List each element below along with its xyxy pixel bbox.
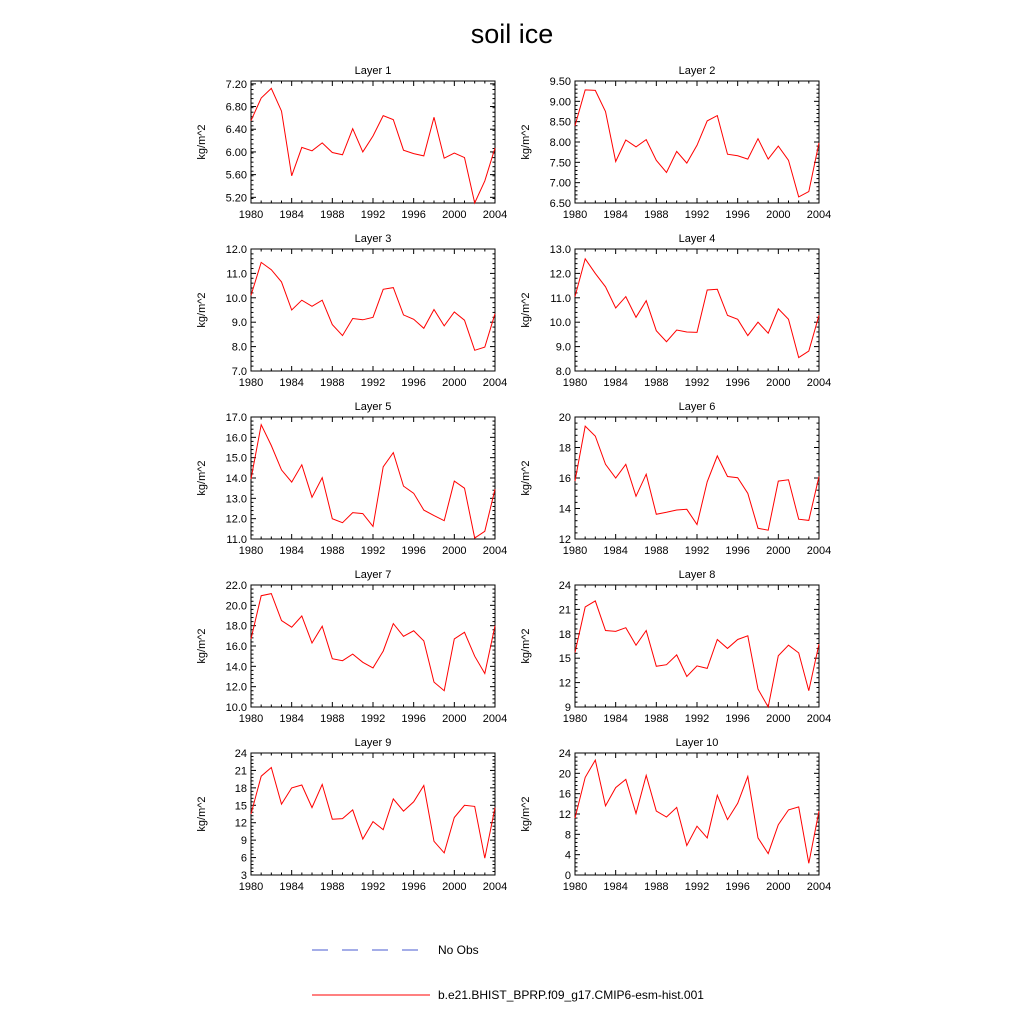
y-tick-label: 5.20 <box>225 192 247 205</box>
plot-frame <box>251 753 495 875</box>
y-tick-label: 14 <box>558 503 571 516</box>
x-tick-label: 2000 <box>766 377 791 389</box>
panel-grid <box>196 65 831 893</box>
y-tick-label: 20.0 <box>225 600 247 613</box>
x-tick-label: 2004 <box>482 209 508 221</box>
series-line <box>575 426 819 530</box>
panel-layer-4 <box>520 233 831 389</box>
panel-title: Layer 1 <box>354 65 392 77</box>
y-axis-label: kg/m^2 <box>196 292 208 328</box>
x-tick-label: 1980 <box>562 713 588 725</box>
y-tick-label: 0 <box>564 870 571 882</box>
x-tick-label: 1988 <box>644 881 669 893</box>
y-tick-label: 12 <box>234 817 247 830</box>
plot-frame <box>251 417 495 539</box>
y-tick-label: 18 <box>558 628 571 641</box>
x-tick-label: 1984 <box>603 713 628 725</box>
y-tick-label: 12 <box>558 534 571 546</box>
x-tick-label: 1980 <box>238 209 264 221</box>
x-tick-label: 1996 <box>725 377 750 389</box>
y-tick-label: 15.0 <box>225 452 247 465</box>
x-tick-label: 2004 <box>806 545 832 557</box>
figure-title: soil ice <box>470 19 554 49</box>
x-tick-label: 1984 <box>279 713 304 725</box>
y-tick-label: 9.00 <box>549 96 571 109</box>
panel-title: Layer 7 <box>354 569 392 581</box>
series-line <box>575 90 819 197</box>
y-tick-label: 24 <box>558 748 571 760</box>
legend <box>312 943 704 1002</box>
y-tick-label: 21 <box>234 765 247 778</box>
y-tick-label: 9 <box>240 835 247 848</box>
y-tick-label: 5.60 <box>225 169 247 182</box>
y-tick-label: 7.0 <box>231 366 247 378</box>
series-line <box>575 760 819 863</box>
plot-frame <box>251 585 495 707</box>
y-tick-label: 9.0 <box>231 317 247 330</box>
panel-title: Layer 2 <box>678 65 716 77</box>
plot-frame <box>251 81 495 203</box>
x-tick-label: 2004 <box>482 881 508 893</box>
y-tick-label: 18 <box>234 782 247 795</box>
x-tick-label: 1992 <box>360 881 386 893</box>
x-tick-label: 1988 <box>644 209 669 221</box>
x-tick-label: 1996 <box>725 713 750 725</box>
panel-layer-6 <box>520 401 831 557</box>
y-tick-label: 16.0 <box>225 641 247 653</box>
panel-title: Layer 5 <box>354 401 392 413</box>
legend-model-label: b.e21.BHIST_BPRP.f09_g17.CMIP6-esm-hist.001 <box>438 988 704 1002</box>
x-tick-label: 1996 <box>401 713 426 725</box>
y-tick-label: 12.0 <box>225 513 247 526</box>
y-axis-label: kg/m^2 <box>520 292 532 328</box>
plot-frame <box>575 417 819 539</box>
panel-layer-5 <box>196 401 507 557</box>
y-tick-label: 3 <box>240 870 247 882</box>
x-tick-label: 1980 <box>562 881 588 893</box>
x-tick-label: 1992 <box>684 881 710 893</box>
y-tick-label: 6.80 <box>225 101 247 114</box>
x-tick-label: 1992 <box>684 545 710 557</box>
y-tick-label: 8.0 <box>231 341 247 354</box>
y-tick-label: 7.00 <box>549 177 571 190</box>
x-tick-label: 2004 <box>806 377 832 389</box>
y-tick-label: 8.00 <box>549 137 571 149</box>
panel-layer-9 <box>196 737 507 893</box>
panel-layer-2 <box>520 65 831 221</box>
y-axis-label: kg/m^2 <box>520 796 532 832</box>
y-tick-label: 12 <box>558 809 571 821</box>
x-tick-label: 2000 <box>766 545 791 557</box>
x-tick-label: 1984 <box>603 881 628 893</box>
panel-layer-10 <box>520 737 831 893</box>
panel-layer-8 <box>520 569 831 725</box>
y-tick-label: 11.0 <box>550 292 571 305</box>
legend-no-obs-label: No Obs <box>438 943 479 957</box>
x-tick-label: 1980 <box>562 545 588 557</box>
y-tick-label: 16 <box>558 473 571 485</box>
x-tick-label: 2004 <box>806 209 832 221</box>
x-tick-label: 1984 <box>279 881 304 893</box>
x-tick-label: 1980 <box>238 377 264 389</box>
x-tick-label: 1992 <box>360 209 386 221</box>
y-tick-label: 11.0 <box>226 268 247 281</box>
x-tick-label: 1984 <box>279 209 304 221</box>
panel-title: Layer 8 <box>678 569 716 581</box>
x-tick-label: 1984 <box>603 377 628 389</box>
y-axis-label: kg/m^2 <box>520 460 532 496</box>
x-tick-label: 1996 <box>401 209 426 221</box>
x-tick-label: 1988 <box>320 545 345 557</box>
x-tick-label: 1996 <box>401 545 426 557</box>
x-tick-label: 1996 <box>401 881 426 893</box>
panel-title: Layer 4 <box>678 233 716 245</box>
x-tick-label: 2000 <box>442 881 467 893</box>
x-tick-label: 1984 <box>603 545 628 557</box>
x-tick-label: 1992 <box>684 377 710 389</box>
y-tick-label: 14.0 <box>225 473 247 485</box>
x-tick-label: 1980 <box>238 545 264 557</box>
x-tick-label: 1996 <box>725 881 750 893</box>
x-tick-label: 2000 <box>766 881 791 893</box>
x-tick-label: 1988 <box>320 881 345 893</box>
series-line <box>575 601 819 707</box>
y-tick-label: 12.0 <box>225 244 247 256</box>
x-tick-label: 2000 <box>442 377 467 389</box>
y-tick-label: 16.0 <box>225 432 247 445</box>
panel-title: Layer 3 <box>354 233 392 245</box>
y-tick-label: 12 <box>558 677 571 690</box>
series-line <box>251 594 495 691</box>
panel-title: Layer 9 <box>354 737 392 749</box>
y-tick-label: 12.0 <box>549 268 571 281</box>
panel-title: Layer 6 <box>678 401 716 413</box>
y-tick-label: 9 <box>564 702 571 714</box>
x-tick-label: 2000 <box>442 545 467 557</box>
x-tick-label: 1992 <box>360 377 386 389</box>
y-tick-label: 7.50 <box>549 157 571 170</box>
y-tick-label: 15 <box>234 800 247 813</box>
y-tick-label: 20 <box>558 412 571 424</box>
panel-layer-1 <box>196 65 507 221</box>
y-axis-label: kg/m^2 <box>196 796 208 832</box>
y-tick-label: 18.0 <box>225 620 247 633</box>
y-tick-label: 10.0 <box>225 702 247 714</box>
x-tick-label: 1988 <box>320 713 345 725</box>
y-axis-label: kg/m^2 <box>196 628 208 664</box>
x-tick-label: 1992 <box>684 713 710 725</box>
x-tick-label: 1988 <box>644 713 669 725</box>
y-tick-label: 9.50 <box>549 76 571 88</box>
y-tick-label: 8 <box>564 829 571 842</box>
x-tick-label: 1996 <box>725 209 750 221</box>
x-tick-label: 1992 <box>360 713 386 725</box>
x-tick-label: 1984 <box>603 209 628 221</box>
y-axis-label: kg/m^2 <box>196 124 208 160</box>
x-tick-label: 2000 <box>442 209 467 221</box>
x-tick-label: 2004 <box>482 377 508 389</box>
x-tick-label: 1988 <box>320 209 345 221</box>
y-tick-label: 15 <box>558 653 571 666</box>
y-tick-label: 7.20 <box>225 78 247 91</box>
panel-title: Layer 10 <box>675 737 719 749</box>
y-tick-label: 6.50 <box>549 198 571 210</box>
y-tick-label: 6.40 <box>225 124 247 137</box>
x-tick-label: 1980 <box>238 881 264 893</box>
x-tick-label: 1988 <box>644 377 669 389</box>
series-line <box>251 425 495 538</box>
y-tick-label: 12.0 <box>225 681 247 694</box>
x-tick-label: 1992 <box>684 209 710 221</box>
x-tick-label: 1988 <box>644 545 669 557</box>
series-line <box>575 259 819 358</box>
x-tick-label: 1980 <box>562 377 588 389</box>
y-tick-label: 20 <box>558 768 571 781</box>
y-tick-label: 10.0 <box>549 317 571 330</box>
x-tick-label: 2004 <box>806 881 832 893</box>
y-tick-label: 21 <box>558 604 571 617</box>
x-tick-label: 1980 <box>562 209 588 221</box>
x-tick-label: 1996 <box>401 377 426 389</box>
x-tick-label: 2000 <box>766 713 791 725</box>
x-tick-label: 1980 <box>238 713 264 725</box>
x-tick-label: 1984 <box>279 377 304 389</box>
y-tick-label: 8.0 <box>555 366 571 378</box>
y-tick-label: 9.0 <box>555 341 571 354</box>
y-tick-label: 13.0 <box>225 493 247 506</box>
y-tick-label: 6.00 <box>225 146 247 159</box>
series-line <box>251 768 495 859</box>
x-tick-label: 2004 <box>482 545 508 557</box>
x-tick-label: 2004 <box>806 713 832 725</box>
y-axis-label: kg/m^2 <box>520 124 532 160</box>
y-tick-label: 8.50 <box>549 116 571 129</box>
x-tick-label: 2004 <box>482 713 508 725</box>
x-tick-label: 1984 <box>279 545 304 557</box>
plot-frame <box>251 249 495 371</box>
y-tick-label: 13.0 <box>549 244 571 256</box>
y-tick-label: 17.0 <box>225 412 247 424</box>
x-tick-label: 1988 <box>320 377 345 389</box>
y-tick-label: 11.0 <box>226 534 247 546</box>
y-tick-label: 16 <box>558 788 571 801</box>
x-tick-label: 2000 <box>766 209 791 221</box>
y-tick-label: 24 <box>558 580 571 592</box>
y-axis-label: kg/m^2 <box>520 628 532 664</box>
x-tick-label: 2000 <box>442 713 467 725</box>
y-tick-label: 22.0 <box>225 580 247 592</box>
panel-layer-7 <box>196 569 507 725</box>
x-tick-label: 1996 <box>725 545 750 557</box>
y-tick-label: 24 <box>234 748 247 760</box>
y-tick-label: 10.0 <box>225 292 247 305</box>
y-tick-label: 14.0 <box>225 661 247 674</box>
series-line <box>251 88 495 203</box>
y-tick-label: 4 <box>564 849 571 862</box>
y-axis-label: kg/m^2 <box>196 460 208 496</box>
series-line <box>251 262 495 350</box>
plot-frame <box>575 249 819 371</box>
x-tick-label: 1992 <box>360 545 386 557</box>
plot-frame <box>575 753 819 875</box>
y-tick-label: 6 <box>240 852 247 865</box>
y-tick-label: 18 <box>558 442 571 455</box>
panel-layer-3 <box>196 233 507 389</box>
plot-frame <box>575 585 819 707</box>
